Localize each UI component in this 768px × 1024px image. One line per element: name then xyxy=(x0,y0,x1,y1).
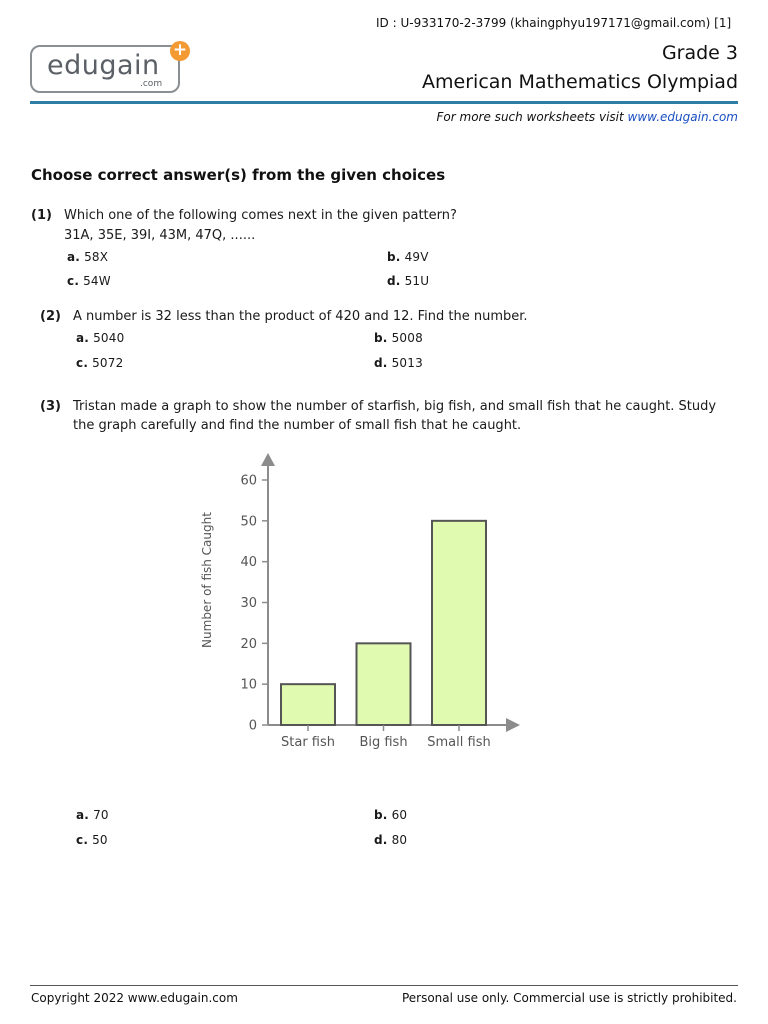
y-tick-label: 60 xyxy=(240,473,257,489)
x-tick-label: Big fish xyxy=(359,735,408,750)
y-tick-label: 40 xyxy=(240,555,257,571)
option-value: 5040 xyxy=(93,331,125,345)
y-tick-label: 10 xyxy=(240,677,257,693)
option-d[interactable] xyxy=(374,833,407,847)
question-text: Which one of the following comes next in the given pattern? xyxy=(64,208,457,223)
option-letter: d. xyxy=(387,274,401,288)
logo-com: .com xyxy=(140,79,163,89)
option-value: 50 xyxy=(92,833,108,847)
question-pattern: 31A, 35E, 39I, 43M, 47Q, ...... xyxy=(64,228,256,243)
grade-title: Grade 3 xyxy=(661,42,738,64)
option-letter: b. xyxy=(374,331,388,345)
logo-text: edugain xyxy=(47,50,160,81)
option-letter: a. xyxy=(76,331,90,345)
option-value: 80 xyxy=(391,833,408,847)
option-value: 5013 xyxy=(391,356,423,370)
option-value: 58X xyxy=(84,250,109,264)
instructions-heading: Choose correct answer(s) from the given choices xyxy=(31,166,446,184)
option-b[interactable] xyxy=(374,808,407,822)
more-worksheets-text: For more such worksheets visit xyxy=(436,110,628,124)
y-tick-label: 50 xyxy=(240,514,257,530)
y-tick-label: 30 xyxy=(240,596,257,611)
question-number: (2) xyxy=(40,309,61,324)
option-value: 60 xyxy=(391,808,408,822)
option-value: 54W xyxy=(83,274,111,288)
edugain-link[interactable]: www.edugain.com xyxy=(627,110,738,124)
option-c[interactable] xyxy=(76,833,108,847)
option-letter: a. xyxy=(67,250,81,264)
exam-title: American Mathematics Olympiad xyxy=(422,71,738,93)
option-letter: b. xyxy=(374,808,388,822)
option-letter: d. xyxy=(374,833,388,847)
option-letter: c. xyxy=(76,356,89,370)
question-number: (1) xyxy=(31,208,52,223)
option-value: 51U xyxy=(404,274,430,288)
worksheet-id: ID : U-933170-2-3799 (khaingphyu197171@gmail.com) [1] xyxy=(376,16,732,30)
option-letter: c. xyxy=(76,833,89,847)
question-number: (3) xyxy=(40,399,61,414)
option-letter: b. xyxy=(387,250,401,264)
option-value: 49V xyxy=(404,250,429,264)
x-axis-arrow-icon xyxy=(506,718,520,732)
option-value: 70 xyxy=(93,808,109,822)
option-letter: c. xyxy=(67,274,80,288)
bar xyxy=(357,643,411,725)
y-tick-label: 0 xyxy=(248,718,257,734)
x-tick-label: Small fish xyxy=(427,735,491,750)
y-axis-label: Number of fish Caught xyxy=(200,512,214,648)
option-value: 5008 xyxy=(391,331,423,345)
option-value: 5072 xyxy=(92,356,124,370)
footer-divider xyxy=(30,985,738,986)
question-text-line2: the graph carefully and find the number of small fish that he caught. xyxy=(73,418,522,433)
question-text: Tristan made a graph to show the number of starfish, big fish, and small fish that he caught. Study xyxy=(73,399,717,414)
footer-copyright: Copyright 2022 www.edugain.com xyxy=(31,991,238,1005)
y-tick-label: 20 xyxy=(240,636,257,652)
option-letter: a. xyxy=(76,808,90,822)
bar xyxy=(432,521,486,725)
option-a[interactable] xyxy=(76,808,109,822)
plus-icon: + xyxy=(170,41,190,61)
x-tick-label: Star fish xyxy=(281,735,335,750)
bar xyxy=(281,684,335,725)
y-axis-arrow-icon xyxy=(261,453,275,466)
question-text: A number is 32 less than the product of 420 and 12. Find the number. xyxy=(73,309,528,324)
option-letter: d. xyxy=(374,356,388,370)
footer-usage-notice: Personal use only. Commercial use is strictly prohibited. xyxy=(401,991,737,1005)
